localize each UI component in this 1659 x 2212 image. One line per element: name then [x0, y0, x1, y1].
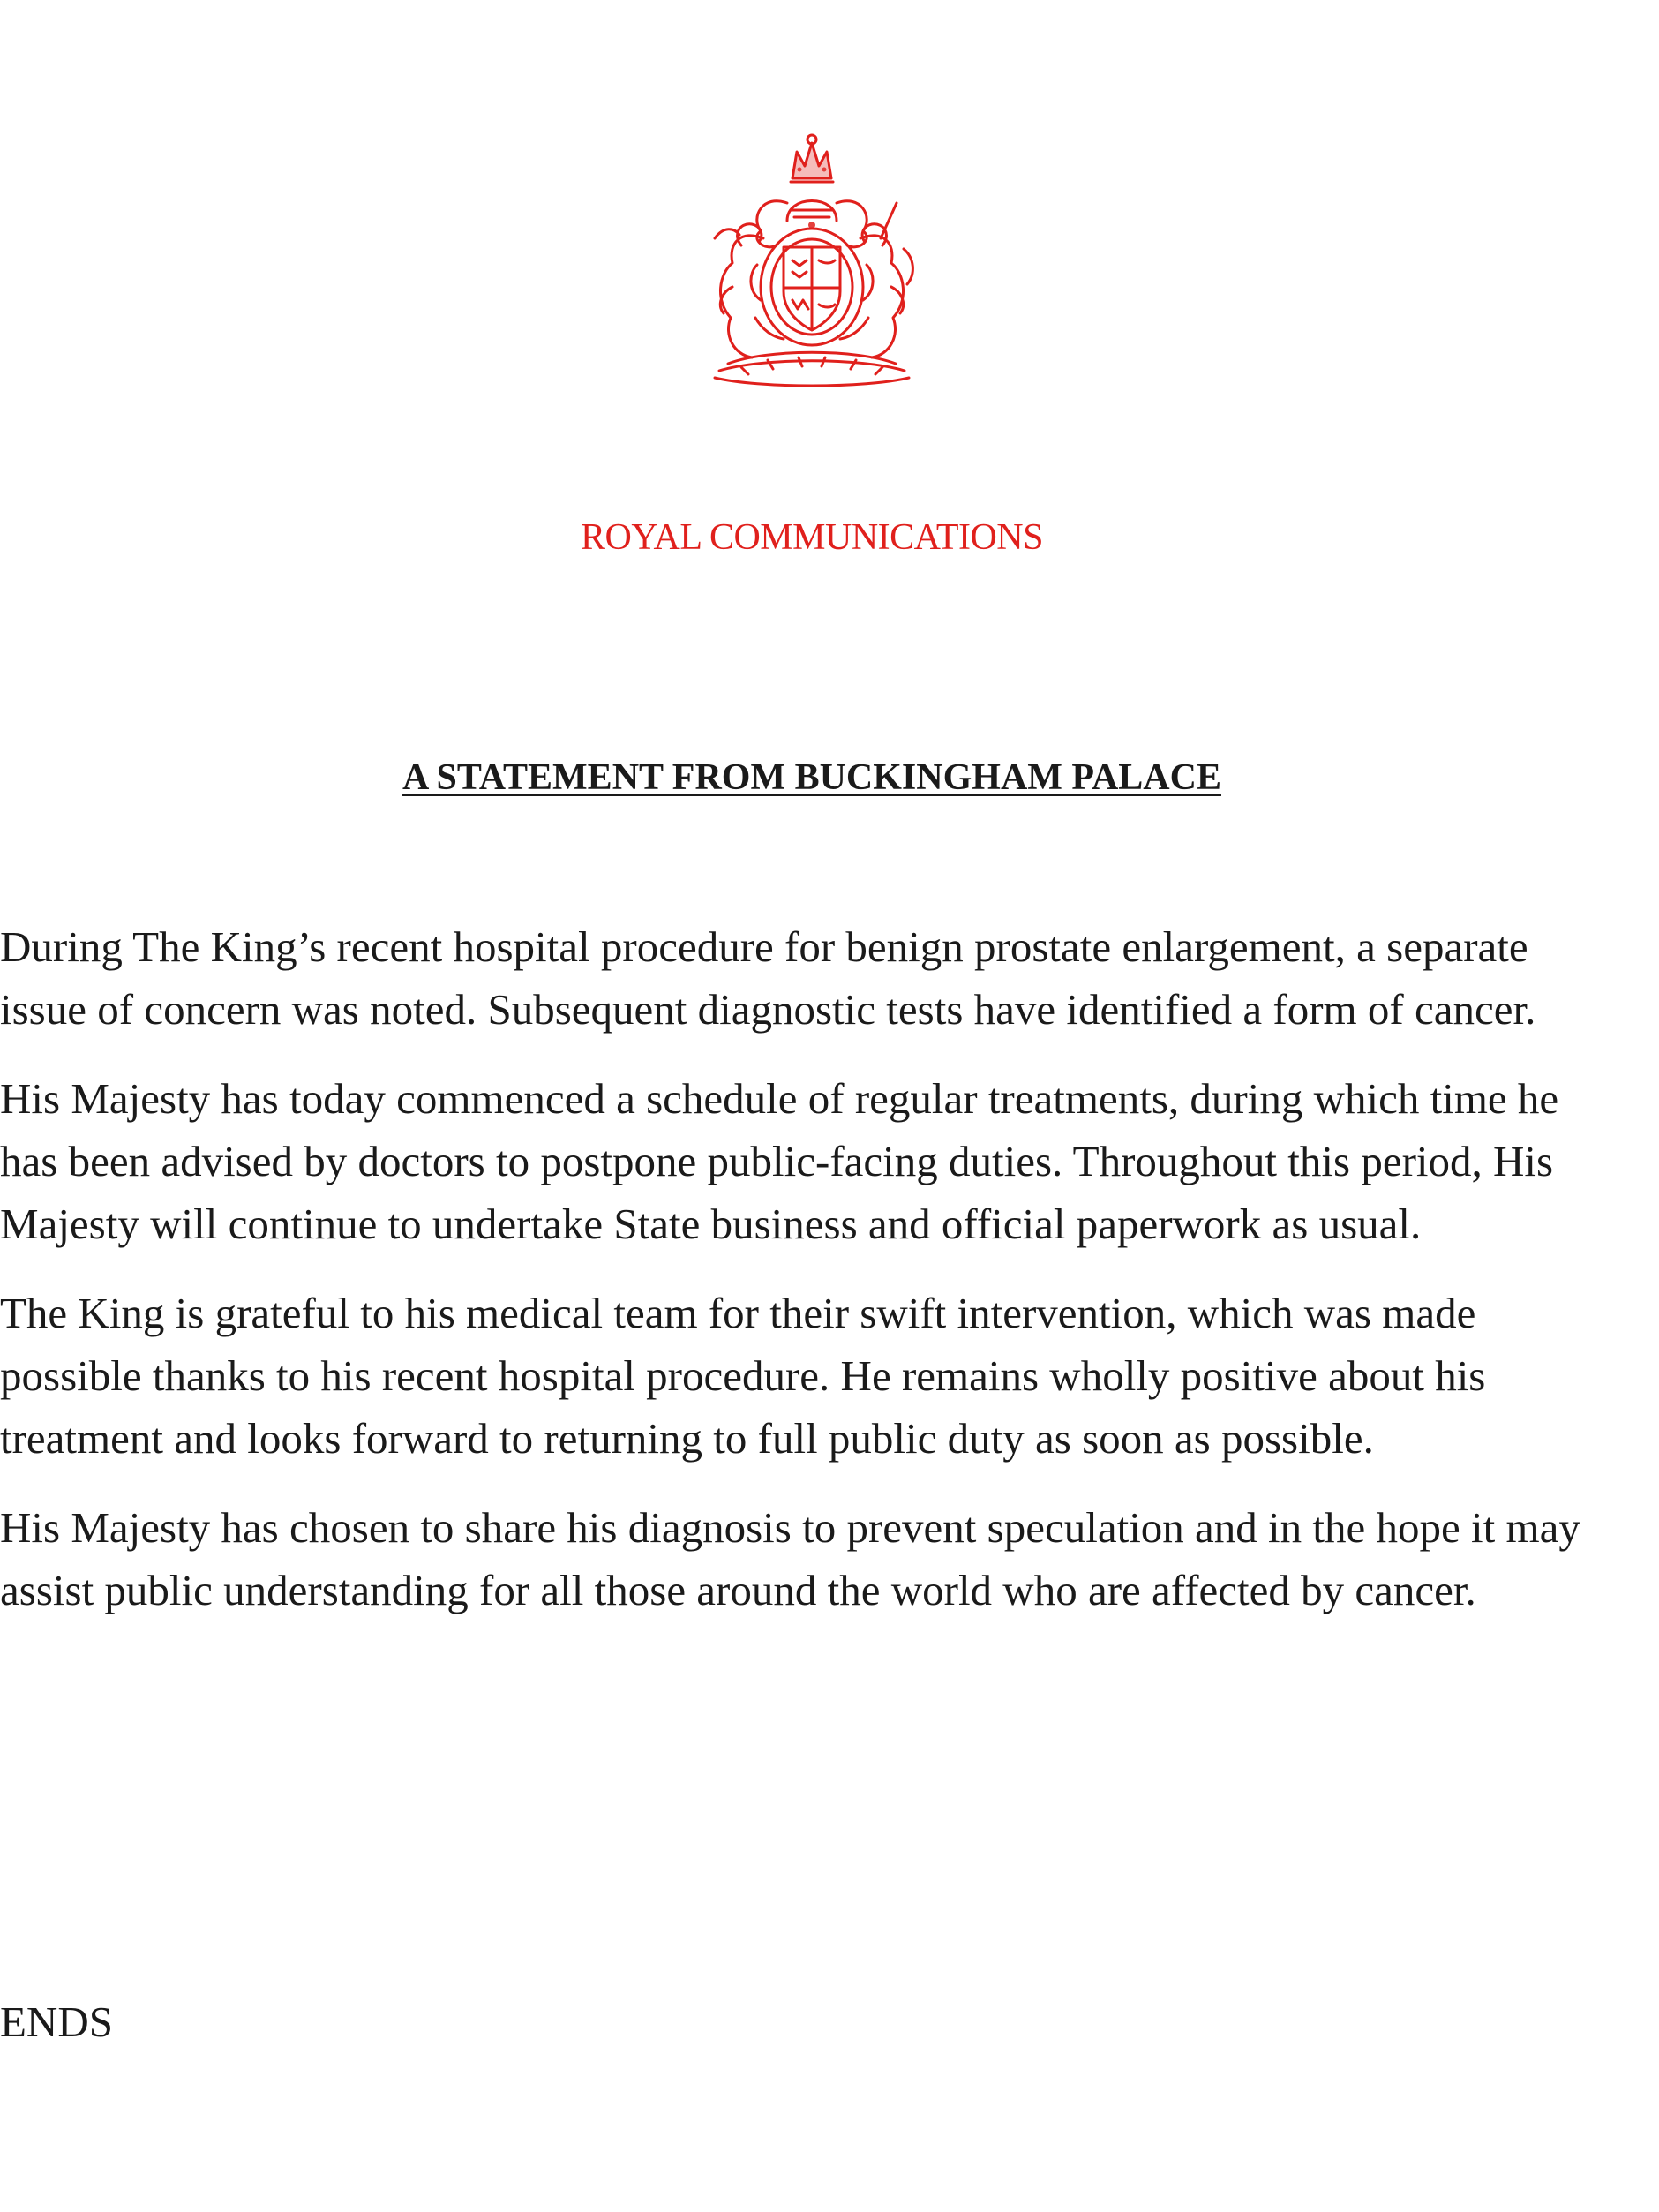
statement-paragraph: During The King’s recent hospital procedure for benign prostate enlargement, a separate issue of concern was noted. Subsequent diagnostic tests have identified a form of cancer.: [0, 922, 1536, 1034]
statement-headline: A STATEMENT FROM BUCKINGHAM PALACE: [402, 757, 1221, 798]
royal-coat-of-arms-icon: [679, 132, 944, 388]
statement-paragraph: The King is grateful to his medical team for their swift intervention, which was made possible thanks to his recent hospital procedure. He remains wholly positive about his treatment and looks forward to returning to full public duty as soon as possible.: [0, 1289, 1486, 1463]
department-title: ROYAL COMMUNICATIONS: [581, 517, 1043, 558]
statement-body: [0, 915, 1624, 1648]
ends-marker: ENDS: [0, 1998, 113, 2046]
statement-paragraph: His Majesty has chosen to share his diagnosis to prevent speculation and in the hope it may assist public understanding for all those around the world who are affected by cancer.: [0, 1503, 1580, 1614]
statement-paragraph: His Majesty has today commenced a schedule of regular treatments, during which time he has been advised by doctors to postpone public-facing duties. Throughout this period, His Majesty will continue to undertake State business and official paperwork as usual.: [0, 1074, 1559, 1248]
